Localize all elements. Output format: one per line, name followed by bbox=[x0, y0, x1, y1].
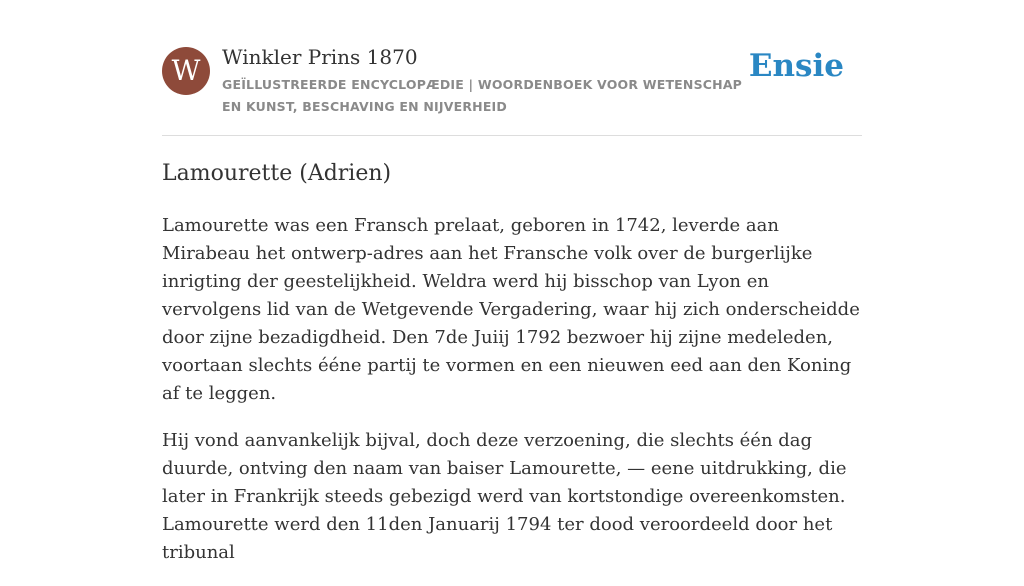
avatar[interactable]: W bbox=[162, 47, 210, 95]
source-header bbox=[162, 44, 862, 124]
source-subtitle: GEÏLLUSTREERDE ENCYCLOPÆDIE | WOORDENBOEK VOOR WETENSCHAP EN KUNST, BESCHAVING EN NIJVERHEID bbox=[222, 77, 743, 114]
brand-logo[interactable]: Ensie bbox=[748, 48, 844, 84]
header-divider bbox=[162, 135, 862, 136]
article bbox=[162, 156, 862, 586]
source-title[interactable]: Winkler Prins 1870 bbox=[222, 45, 418, 69]
article-title: Lamourette (Adrien) bbox=[162, 161, 392, 186]
article-paragraph-2: Hij vond aanvankelijk bijval, doch deze verzoening, die slechts één dag duurde, ontving den naam van baiser Lamourette, — eene uitdrukking, die later in Frankrijk steeds gebezigd werd van kortstondige overeenkomsten. Lamourette werd den 11den Januarij 1794 ter dood veroordeeld door het tribunal bbox=[162, 430, 847, 563]
article-paragraph-1: Lamourette was een Fransch prelaat, geboren in 1742, leverde aan Mirabeau het ontwerp-adres aan het Fransche volk over de burgerlijke inrigting der geestelijkheid. Weldra werd hij bisschop van Lyon en vervolgens lid van de Wetgevende Vergadering, waar hij zich onderscheidde door zijne bezadigdheid. Den 7de Juiij 1792 bezwoer hij zijne medeleden, voortaan slechts éénе partij te vormen en een nieuwen eed aan den Koning af te leggen. bbox=[162, 215, 860, 404]
